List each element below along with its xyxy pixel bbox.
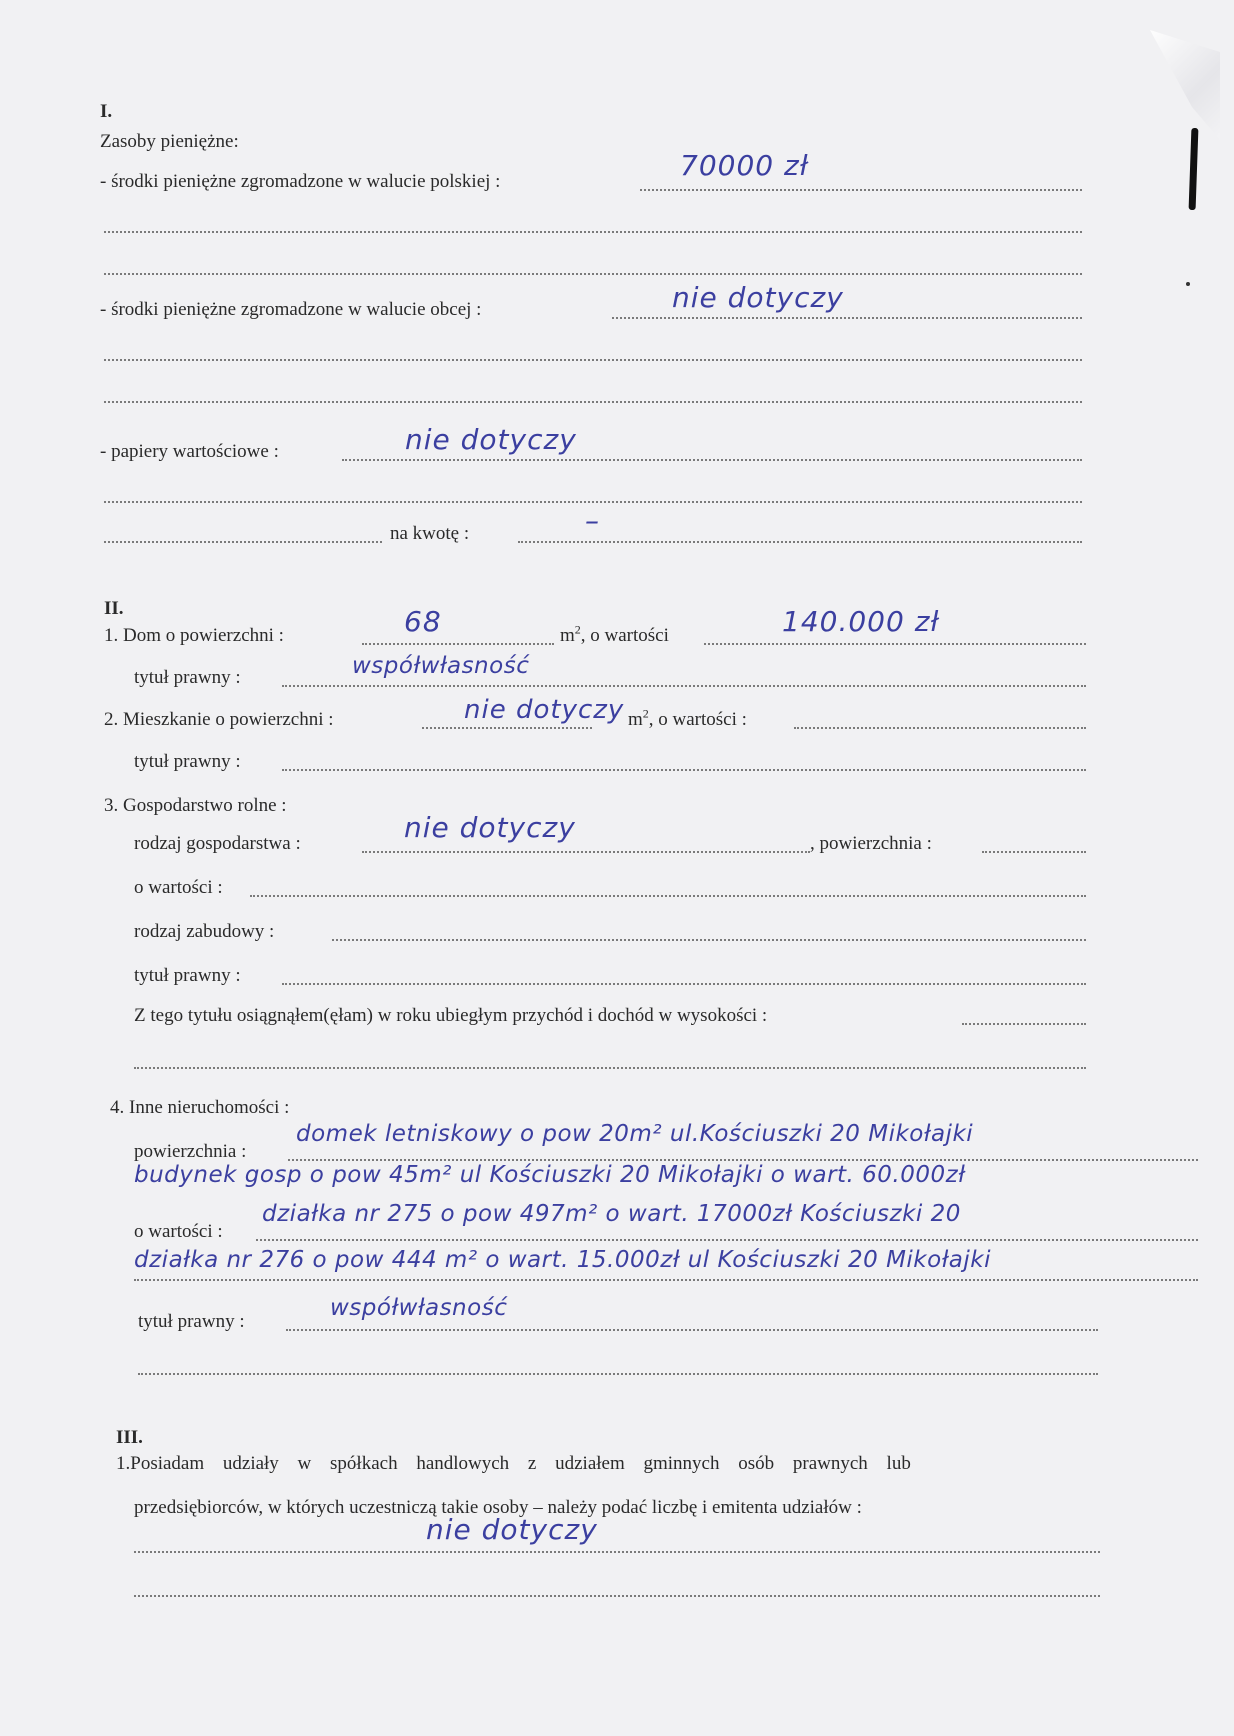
farm-type-dots: [362, 851, 810, 853]
blank-line: [134, 1067, 1086, 1069]
amount-dots: [518, 541, 1082, 543]
farm-value-dots: [250, 895, 1086, 897]
farm-title-label: tytuł prawny :: [134, 965, 241, 986]
house-title: współwłasność: [352, 653, 530, 679]
other-title: współwłasność: [330, 1295, 508, 1321]
other-line-4-dots: [134, 1279, 1198, 1281]
farm-type: nie dotyczy: [404, 811, 576, 844]
amount-pre-dots: [104, 541, 382, 543]
ink-mark: [1189, 128, 1199, 210]
other-area-label: powierzchnia :: [134, 1141, 247, 1162]
pln-label: - środki pieniężne zgromadzone w walucie polskiej :: [100, 171, 501, 192]
flat-title-dots: [282, 769, 1086, 771]
section-1-title: Zasoby pieniężne:: [100, 131, 239, 152]
shares-line-1: 1.Posiadam udziały w spółkach handlowych z udziałem gminnych osób prawnych lub: [116, 1453, 911, 1474]
shares-dots: [134, 1551, 1100, 1553]
house-title-dots: [282, 685, 1086, 687]
other-title-label: tytuł prawny :: [138, 1311, 245, 1332]
shares-line-2: przedsiębiorców, w których uczestniczą takie osoby – należy podać liczbę i emitenta udziałów :: [134, 1497, 862, 1518]
house-unit: $m^2$, o wartości: [560, 622, 669, 646]
fx-value: nie dotyczy: [672, 281, 844, 314]
other-line-4: działka nr 276 o pow 444 m² o wart. 15.000zł ul Kościuszki 20 Mikołajki: [134, 1247, 991, 1273]
securities-value: nie dotyczy: [405, 423, 577, 456]
house-label: 1. Dom o powierzchni :: [104, 625, 284, 646]
farm-label: 3. Gospodarstwo rolne :: [104, 795, 287, 816]
blank-line: [134, 1595, 1100, 1597]
farm-build-label: rodzaj zabudowy :: [134, 921, 275, 942]
other-title-dots: [286, 1329, 1098, 1331]
flat-unit: $m^2$, o wartości :: [628, 706, 747, 730]
farm-title-dots: [282, 983, 1086, 985]
house-value: 140.000 zł: [782, 605, 940, 638]
blank-line: [104, 273, 1082, 275]
amount-label: na kwotę :: [390, 523, 470, 544]
blank-line: [104, 401, 1082, 403]
farm-build-dots: [332, 939, 1086, 941]
fx-label: - środki pieniężne zgromadzone w walucie obcej :: [100, 299, 482, 320]
pln-dots: [640, 189, 1082, 191]
other-value-dots: [256, 1239, 1198, 1241]
flat-area-dots: [422, 727, 592, 729]
blank-line: [104, 359, 1082, 361]
farm-area-label: , powierzchnia :: [810, 833, 932, 854]
house-value-dots: [704, 643, 1086, 645]
farm-area-dots: [982, 851, 1086, 853]
other-line-3: działka nr 275 o pow 497m² o wart. 17000zł Kościuszki 20: [262, 1201, 961, 1227]
securities-dots: [342, 459, 1082, 461]
section-2-heading: II.: [104, 598, 124, 619]
other-label: 4. Inne nieruchomości :: [110, 1097, 290, 1118]
flat-value-dots: [794, 727, 1086, 729]
house-area: 68: [404, 605, 442, 638]
other-line-1: domek letniskowy o pow 20m² ul.Kościuszki 20 Mikołajki: [296, 1121, 974, 1147]
house-area-dots: [362, 643, 554, 645]
folded-corner: [1150, 30, 1220, 140]
flat-area: nie dotyczy: [464, 695, 625, 725]
shares-value: nie dotyczy: [426, 1513, 598, 1546]
section-1-heading: I.: [100, 101, 113, 122]
blank-line: [138, 1373, 1098, 1375]
pln-value: 70000 zł: [680, 149, 809, 182]
flat-label: 2. Mieszkanie o powierzchni :: [104, 709, 334, 730]
blank-line: [104, 501, 1082, 503]
other-line-2: budynek gosp o pow 45m² ul Kościuszki 20 Mikołajki o wart. 60.000zł: [134, 1162, 966, 1188]
blank-line: [104, 231, 1082, 233]
farm-type-label: rodzaj gospodarstwa :: [134, 833, 301, 854]
flat-title-label: tytuł prawny :: [134, 751, 241, 772]
section-3-heading: III.: [116, 1427, 143, 1448]
amount-value: –: [585, 504, 600, 537]
house-title-label: tytuł prawny :: [134, 667, 241, 688]
other-value-label: o wartości :: [134, 1221, 223, 1242]
farm-value-label: o wartości :: [134, 877, 223, 898]
securities-label: - papiery wartościowe :: [100, 441, 279, 462]
speck: [1186, 282, 1190, 286]
fx-dots: [612, 317, 1082, 319]
farm-income-label: Z tego tytułu osiągnąłem(ęłam) w roku ubiegłym przychód i dochód w wysokości :: [134, 1005, 768, 1026]
farm-income-dots: [962, 1023, 1086, 1025]
